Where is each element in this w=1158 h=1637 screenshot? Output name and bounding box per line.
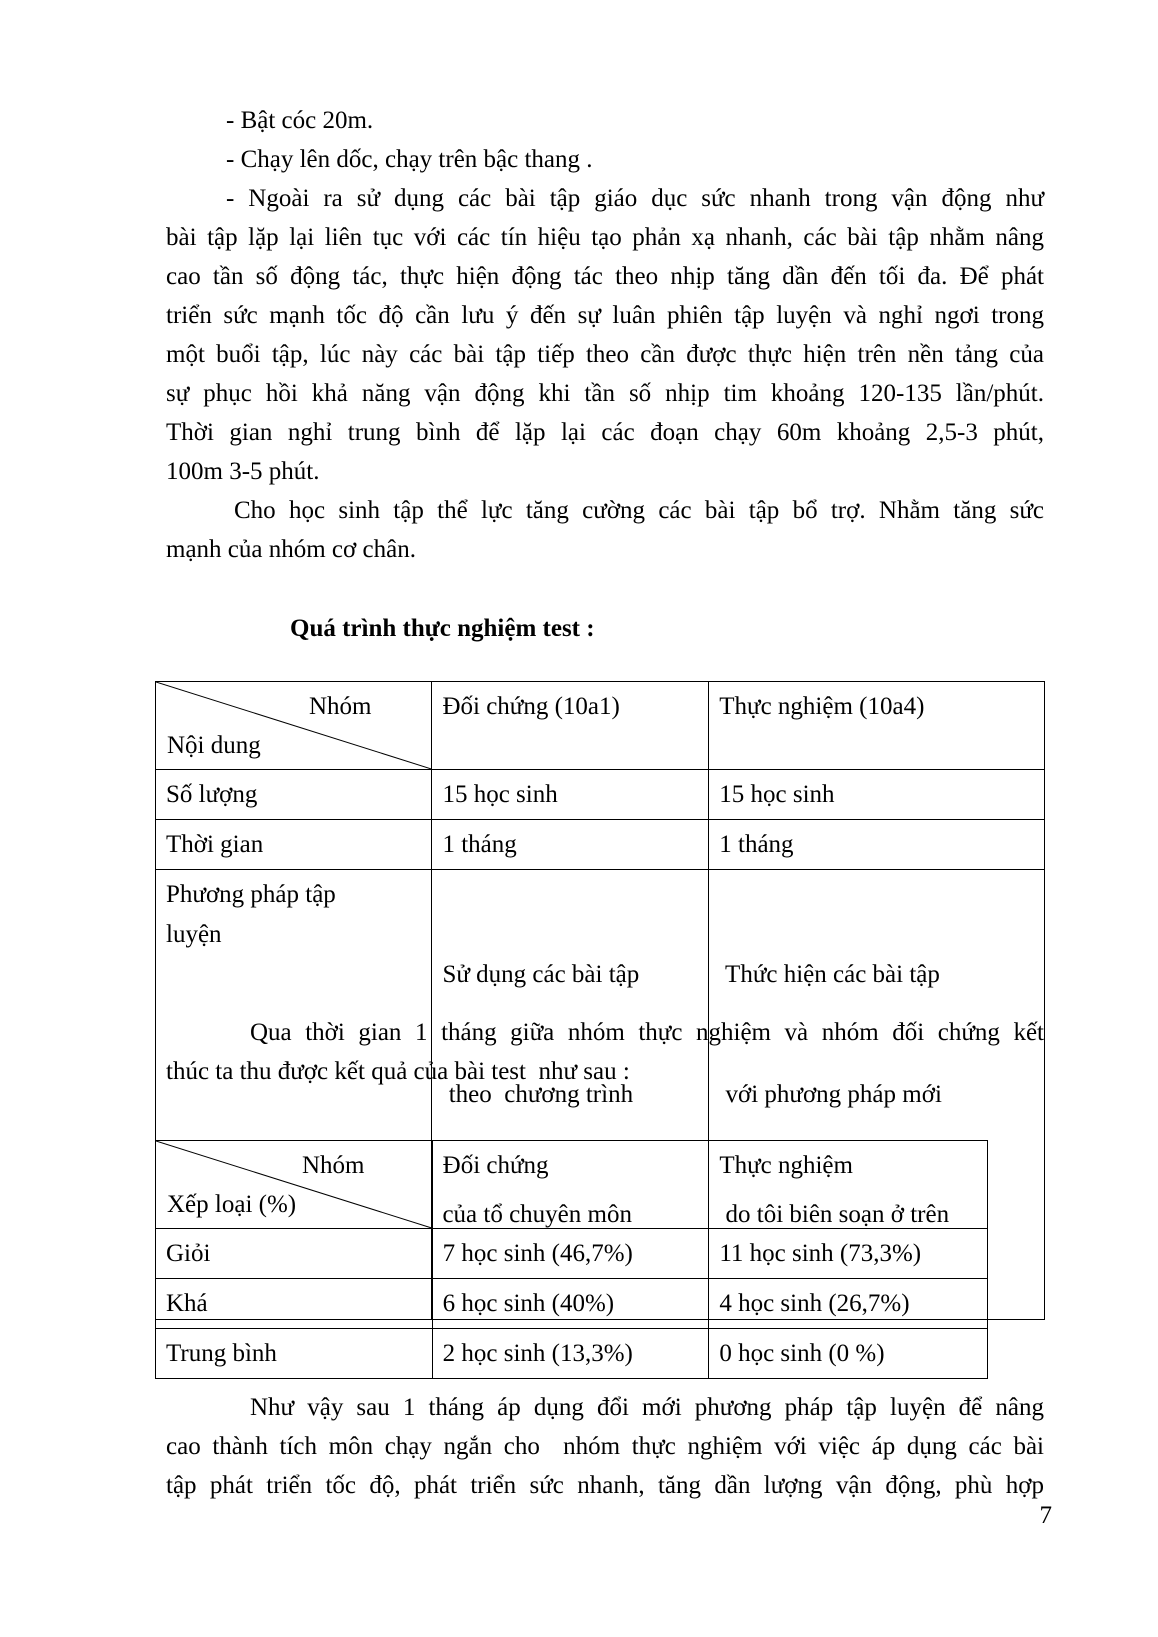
row-label: Thời gian <box>156 820 432 870</box>
table-cell: 1 tháng <box>709 820 1045 870</box>
text-line: sự phục hồi khả năng vận động khi tần số nhịp tim khoảng 120-135 lần/phút. <box>166 380 1044 407</box>
text-line: Thời gian nghỉ trung bình để lặp lại các đoạn chạy 60m khoảng 2,5-3 phút, <box>166 419 1044 446</box>
row-label: Phương pháp tập luyện <box>156 870 432 1320</box>
text-line: Qua thời gian 1 tháng giữa nhóm thực nghiệm và nhóm đối chứng kết <box>250 1019 1044 1046</box>
table-cell: Thức hiện các bài tập với phương pháp mới do tôi biên soạn ở trên <box>709 870 1045 1320</box>
column-header: Đối chứng <box>432 1141 709 1229</box>
header-category: Xếp loại (%) <box>167 1191 297 1218</box>
table-corner-header <box>156 1141 433 1229</box>
row-label: Giỏi <box>156 1229 433 1279</box>
header-group: Nhóm <box>302 1152 365 1179</box>
text-line: mạnh của nhóm cơ chân. <box>166 536 416 563</box>
table-cell: 2 học sinh (13,3%) <box>432 1329 709 1379</box>
text-line: Như vậy sau 1 tháng áp dụng đổi mới phương pháp tập luyện để nâng <box>250 1394 1044 1421</box>
text-line: - Bật cóc 20m. <box>226 107 374 134</box>
column-header: Thực nghiệm <box>709 1141 988 1229</box>
table-row <box>156 770 1045 820</box>
text-line: 100m 3-5 phút. <box>166 458 320 485</box>
table-cell: Sử dụng các bài tập theo chương trình của tổ chuyên môn <box>432 870 709 1320</box>
text-line: triển sức mạnh tốc độ cần lưu ý đến sự luân phiên tập luyện và nghỉ ngơi trong <box>166 302 1044 329</box>
table-row <box>156 1279 988 1329</box>
text-line: - Ngoài ra sử dụng các bài tập giáo dục sức nhanh trong vận động như <box>226 185 1044 212</box>
table-corner-header <box>156 682 432 770</box>
text-line: cao thành tích môn chạy ngắn cho nhóm thực nghiệm với việc áp dụng các bài <box>166 1433 1044 1460</box>
table-cell: 1 tháng <box>432 820 709 870</box>
results-table <box>155 1140 988 1379</box>
table-row <box>156 820 1045 870</box>
row-label: Số lượng <box>156 770 432 820</box>
table-title: Quá trình thực nghiệm test : <box>290 615 595 642</box>
table-cell: 7 học sinh (46,7%) <box>432 1229 709 1279</box>
table-cell: 15 học sinh <box>709 770 1045 820</box>
table-row <box>156 1229 988 1279</box>
row-label: Trung bình <box>156 1329 433 1379</box>
row-label: Khá <box>156 1279 433 1329</box>
table-cell: 0 học sinh (0 %) <box>709 1329 988 1379</box>
header-group: Nhóm <box>309 693 372 720</box>
page-number: 7 <box>1039 1502 1052 1529</box>
text-line: một buổi tập, lúc này các bài tập tiếp theo cần được thực hiện trên nền tảng của <box>166 341 1044 368</box>
text-line: tập phát triển tốc độ, phát triển sức nhanh, tăng dần lượng vận động, phù hợp <box>166 1472 1044 1499</box>
table-cell: 6 học sinh (40%) <box>432 1279 709 1329</box>
text-line: - Chạy lên dốc, chạy trên bậc thang . <box>226 146 593 173</box>
table-row <box>156 1329 988 1379</box>
header-content: Nội dung <box>167 732 261 759</box>
column-header: Thực nghiệm (10a4) <box>709 682 1045 770</box>
table-cell: 11 học sinh (73,3%) <box>709 1229 988 1279</box>
table-cell: 15 học sinh <box>432 770 709 820</box>
text-line: cao tần số động tác, thực hiện động tác theo nhịp tăng dần đến tối đa. Để phát <box>166 263 1044 290</box>
table-cell: 4 học sinh (26,7%) <box>709 1279 988 1329</box>
text-line: Cho học sinh tập thể lực tăng cường các bài tập bổ trợ. Nhằm tăng sức <box>234 497 1044 524</box>
text-line: bài tập lặp lại liên tục với các tín hiệu tạo phản xạ nhanh, các bài tập nhằm nâng <box>166 224 1044 251</box>
column-header: Đối chứng (10a1) <box>432 682 709 770</box>
text-line: thúc ta thu được kết quả của bài test như sau : <box>166 1058 630 1085</box>
